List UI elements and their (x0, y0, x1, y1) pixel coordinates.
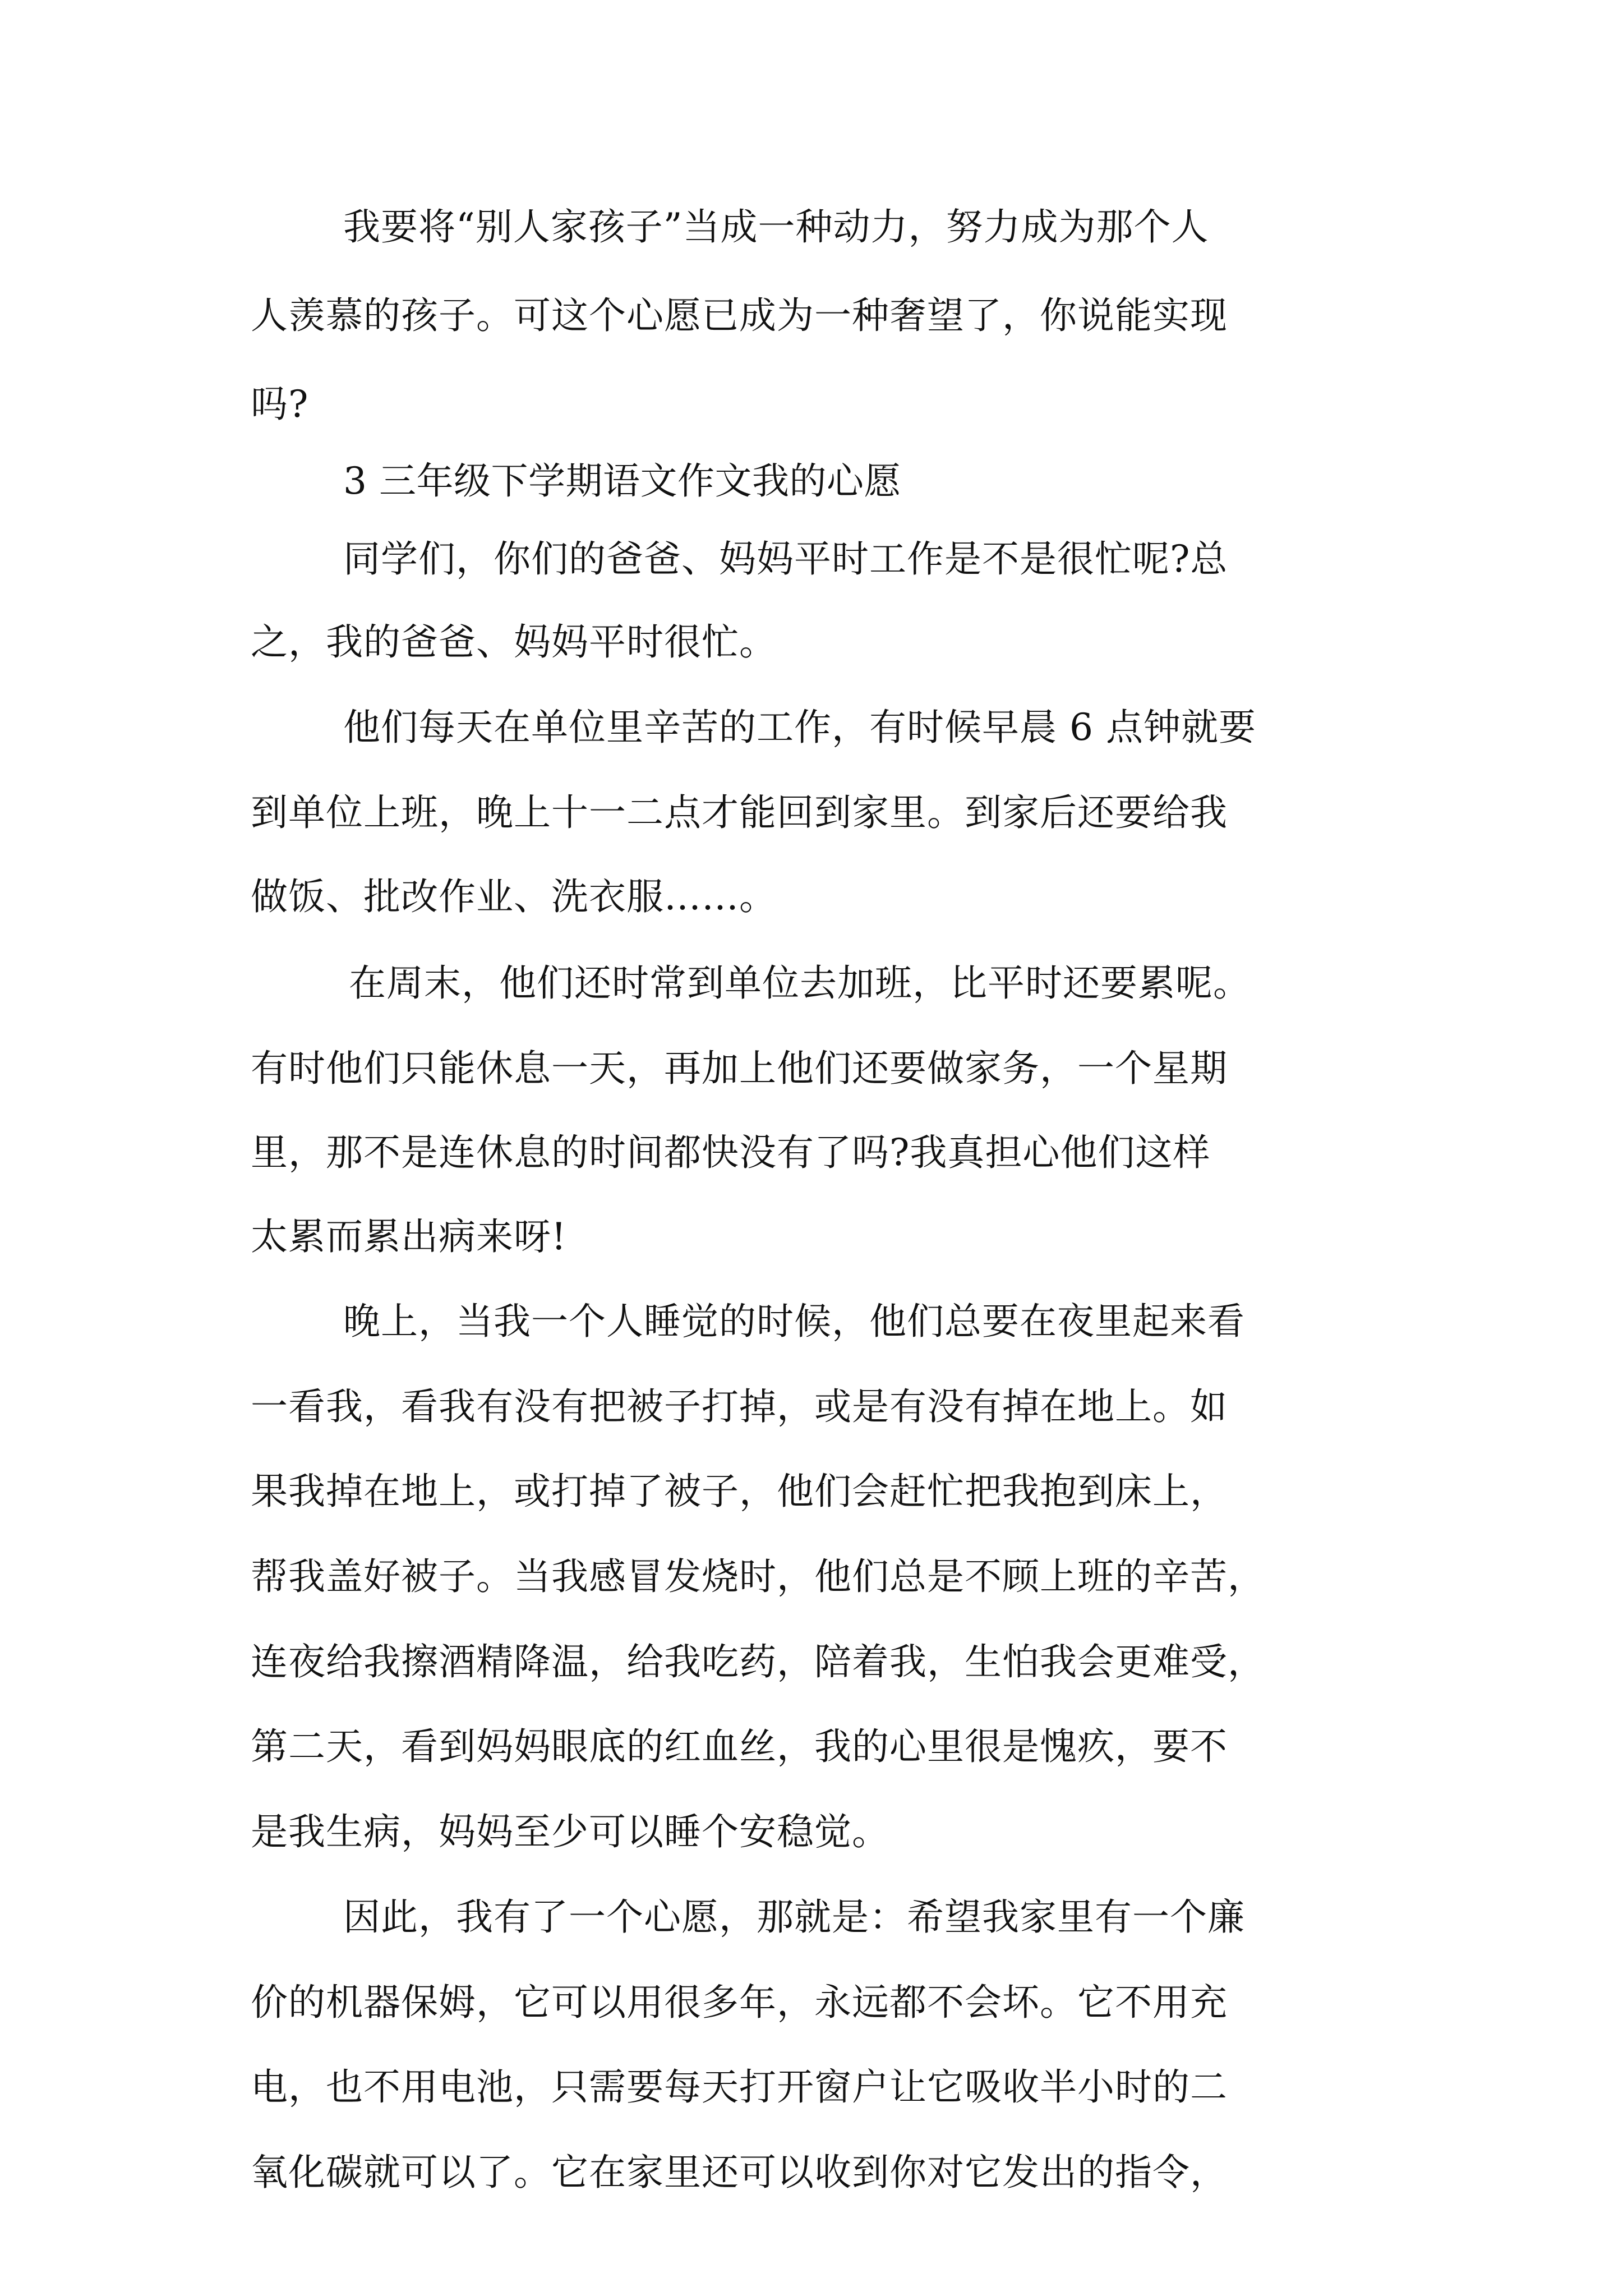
paragraph-line: 晚上，当我一个人睡觉的时候，他们总要在夜里起来看 (343, 1300, 1245, 1343)
paragraph-line: 帮我盖好被子。当我感冒发烧时，他们总是不顾上班的辛苦， (251, 1555, 1265, 1598)
paragraph-line: 一看我，看我有没有把被子打掉，或是有没有掉在地上。如 (251, 1385, 1228, 1428)
paragraph-line: 我要将“别人家孩子”当成一种动力，努力成为那个人 (343, 205, 1209, 249)
paragraph-line: 吗? (251, 383, 309, 426)
paragraph-line: 价的机器保姆，它可以用很多年，永远都不会坏。它不用充 (251, 1981, 1228, 2024)
paragraph-line: 氧化碳就可以了。它在家里还可以收到你对它发出的指令， (251, 2151, 1228, 2194)
paragraph-line: 到单位上班，晚上十一二点才能回到家里。到家后还要给我 (251, 791, 1228, 834)
paragraph-line: 里，那不是连休息的时间都快没有了吗?我真担心他们这样 (251, 1131, 1211, 1174)
section-heading: 3 三年级下学期语文作文我的心愿 (343, 459, 901, 503)
paragraph-line: 人羡慕的孩子。可这个心愿已成为一种奢望了，你说能实现 (251, 294, 1228, 337)
paragraph-line: 做饭、批改作业、洗衣服……。 (251, 875, 777, 918)
paragraph-line: 因此，我有了一个心愿，那就是：希望我家里有一个廉 (343, 1895, 1245, 1939)
paragraph-line: 同学们，你们的爸爸、妈妈平时工作是不是很忙呢?总 (343, 537, 1228, 581)
paragraph-line: 电，也不用电池，只需要每天打开窗户让它吸收半小时的二 (251, 2065, 1228, 2109)
paragraph-line: 太累而累出病来呀! (251, 1215, 567, 1258)
paragraph-line: 他们每天在单位里辛苦的工作，有时候早晨 6 点钟就要 (343, 706, 1256, 749)
paragraph-line: 第二天，看到妈妈眼底的红血丝，我的心里很是愧疚，要不 (251, 1725, 1228, 1768)
paragraph-line: 之，我的爸爸、妈妈平时很忙。 (251, 620, 777, 664)
paragraph-line: 果我掉在地上，或打掉了被子，他们会赶忙把我抱到床上， (251, 1470, 1228, 1513)
paragraph-line: 是我生病，妈妈至少可以睡个安稳觉。 (251, 1810, 889, 1853)
paragraph-line: 有时他们只能休息一天，再加上他们还要做家务，一个星期 (251, 1047, 1228, 1090)
paragraph-line: 在周末，他们还时常到单位去加班，比平时还要累呢。 (349, 961, 1251, 1005)
paragraph-line: 连夜给我擦酒精降温，给我吃药，陪着我，生怕我会更难受， (251, 1640, 1265, 1683)
